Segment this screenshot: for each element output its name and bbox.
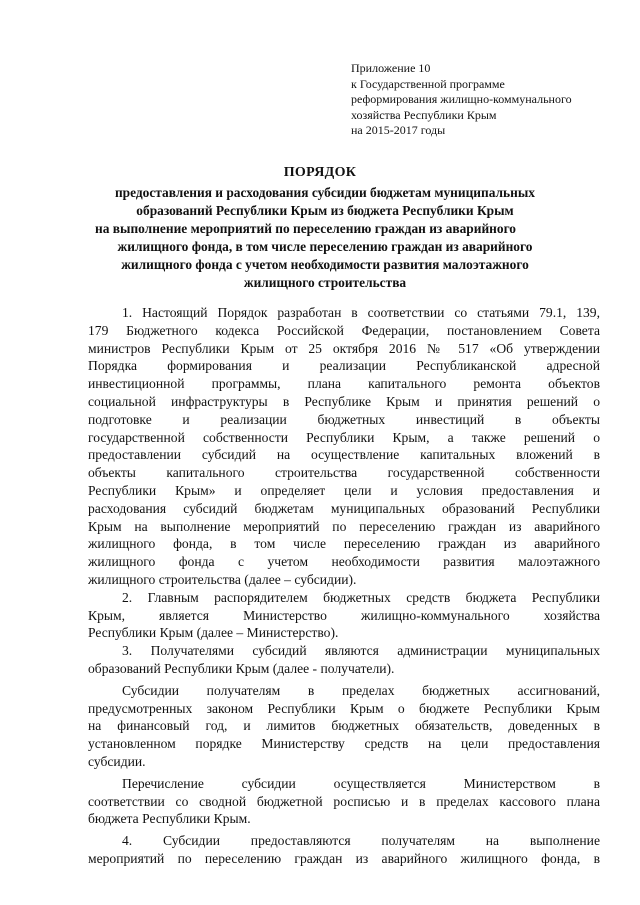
paragraph-6 [88, 832, 600, 868]
body-line: предусмотренных законом Республики Крым о бюджете Республики Крым [88, 700, 600, 716]
document-title: ПОРЯДОК [283, 165, 357, 180]
body-line: социальной инфраструктуры в Республике Крым и принятия решений о [88, 393, 600, 409]
paragraph-3 [88, 642, 600, 678]
body-line: предоставлении субсидий на осуществление капитальных вложений в [88, 447, 600, 463]
document-subtitle [95, 184, 555, 292]
subtitle-line: на выполнение мероприятий по переселению граждан из аварийного [95, 221, 517, 236]
body-line: жилищного фонда с учетом необходимости развития малоэтажного [88, 554, 600, 570]
body-line: инвестиционной программы, плана капитального ремонта объектов [88, 376, 600, 392]
body-line: Крым на выполнение мероприятий по переселению граждан из аварийного [88, 518, 600, 534]
body-line: подготовке и реализации бюджетных инвестиций в объекты [88, 411, 600, 427]
annex-block [351, 61, 621, 139]
body-line: 3. Получателями субсидий являются администрации муниципальных [122, 643, 600, 659]
body-line: соответствии со сводной бюджетной росписью и в пределах кассового плана [88, 793, 600, 809]
body-line: Перечисление субсидии осуществляется Министерством в [122, 775, 600, 791]
annex-line: к Государственной программе [351, 76, 505, 91]
body-line: бюджета Республики Крым. [88, 811, 251, 827]
annex-line: на 2015-2017 годы [351, 123, 446, 138]
subtitle-line: предоставления и расходования субсидии бюджетам муниципальных [114, 185, 536, 200]
body-line: объекты капитального строительства государственной собственности [88, 465, 600, 481]
body-line: Республики Крым» и определяет цели и условия предоставления и [88, 482, 600, 498]
body-line: установленном порядке Министерству средств на цели предоставления [88, 736, 600, 752]
subtitle-line: жилищного строительства [243, 275, 407, 290]
body-line: Республики Крым (далее – Министерство). [88, 625, 339, 641]
paragraph-2 [88, 589, 600, 642]
body-line: 179 Бюджетного кодекса Российской Федерации, постановлением Совета [88, 322, 600, 338]
body-line: Порядка формирования и реализации Республиканской адресной [88, 358, 600, 374]
paragraph-5 [88, 775, 600, 828]
paragraph-4 [88, 682, 600, 771]
subtitle-line: образований Республики Крым из бюджета Республики Крым [136, 203, 514, 218]
body-line: на финансовый год, и лимитов бюджетных обязательств, доведенных в [88, 718, 600, 734]
body-line: государственной собственности Республики Крым, а также решений о [88, 429, 600, 445]
subtitle-line: жилищного фонда с учетом необходимости развития малоэтажного [121, 257, 529, 272]
body-line: 1. Настоящий Порядок разработан в соответствии со статьями 79.1, 139, [122, 305, 600, 320]
body-line: Крым, является Министерство жилищно-коммунального хозяйства [88, 607, 600, 623]
body-line: 4. Субсидии предоставляются получателям на выполнение [122, 833, 600, 849]
body-line: жилищного фонда, в том числе переселению граждан из аварийного [88, 536, 600, 552]
body-line: субсидии. [88, 753, 146, 769]
annex-line: Приложение 10 [351, 61, 431, 75]
body-line: Субсидии получателям в пределах бюджетных ассигнований, [122, 682, 600, 698]
body-line: расходования субсидий бюджетам муниципальных образований Республики [88, 500, 600, 516]
subtitle-line: жилищного фонда, в том числе переселению граждан из аварийного [117, 239, 533, 254]
document-body [88, 304, 600, 868]
body-line: мероприятий по переселению граждан из аварийного жилищного фонда, в [88, 850, 600, 866]
body-line: образований Республики Крым (далее - получатели). [88, 660, 395, 676]
body-line: министров Республики Крым от 25 октября 2016 № 517 «Об утверждении [88, 340, 600, 356]
body-line: 2. Главным распорядителем бюджетных средств бюджета Республики [122, 589, 600, 605]
paragraph-1 [88, 304, 600, 589]
annex-line: реформирования жилищно-коммунального [351, 92, 572, 107]
annex-line: хозяйства Республики Крым [351, 107, 497, 122]
body-line: жилищного строительства (далее – субсидии). [88, 571, 357, 587]
